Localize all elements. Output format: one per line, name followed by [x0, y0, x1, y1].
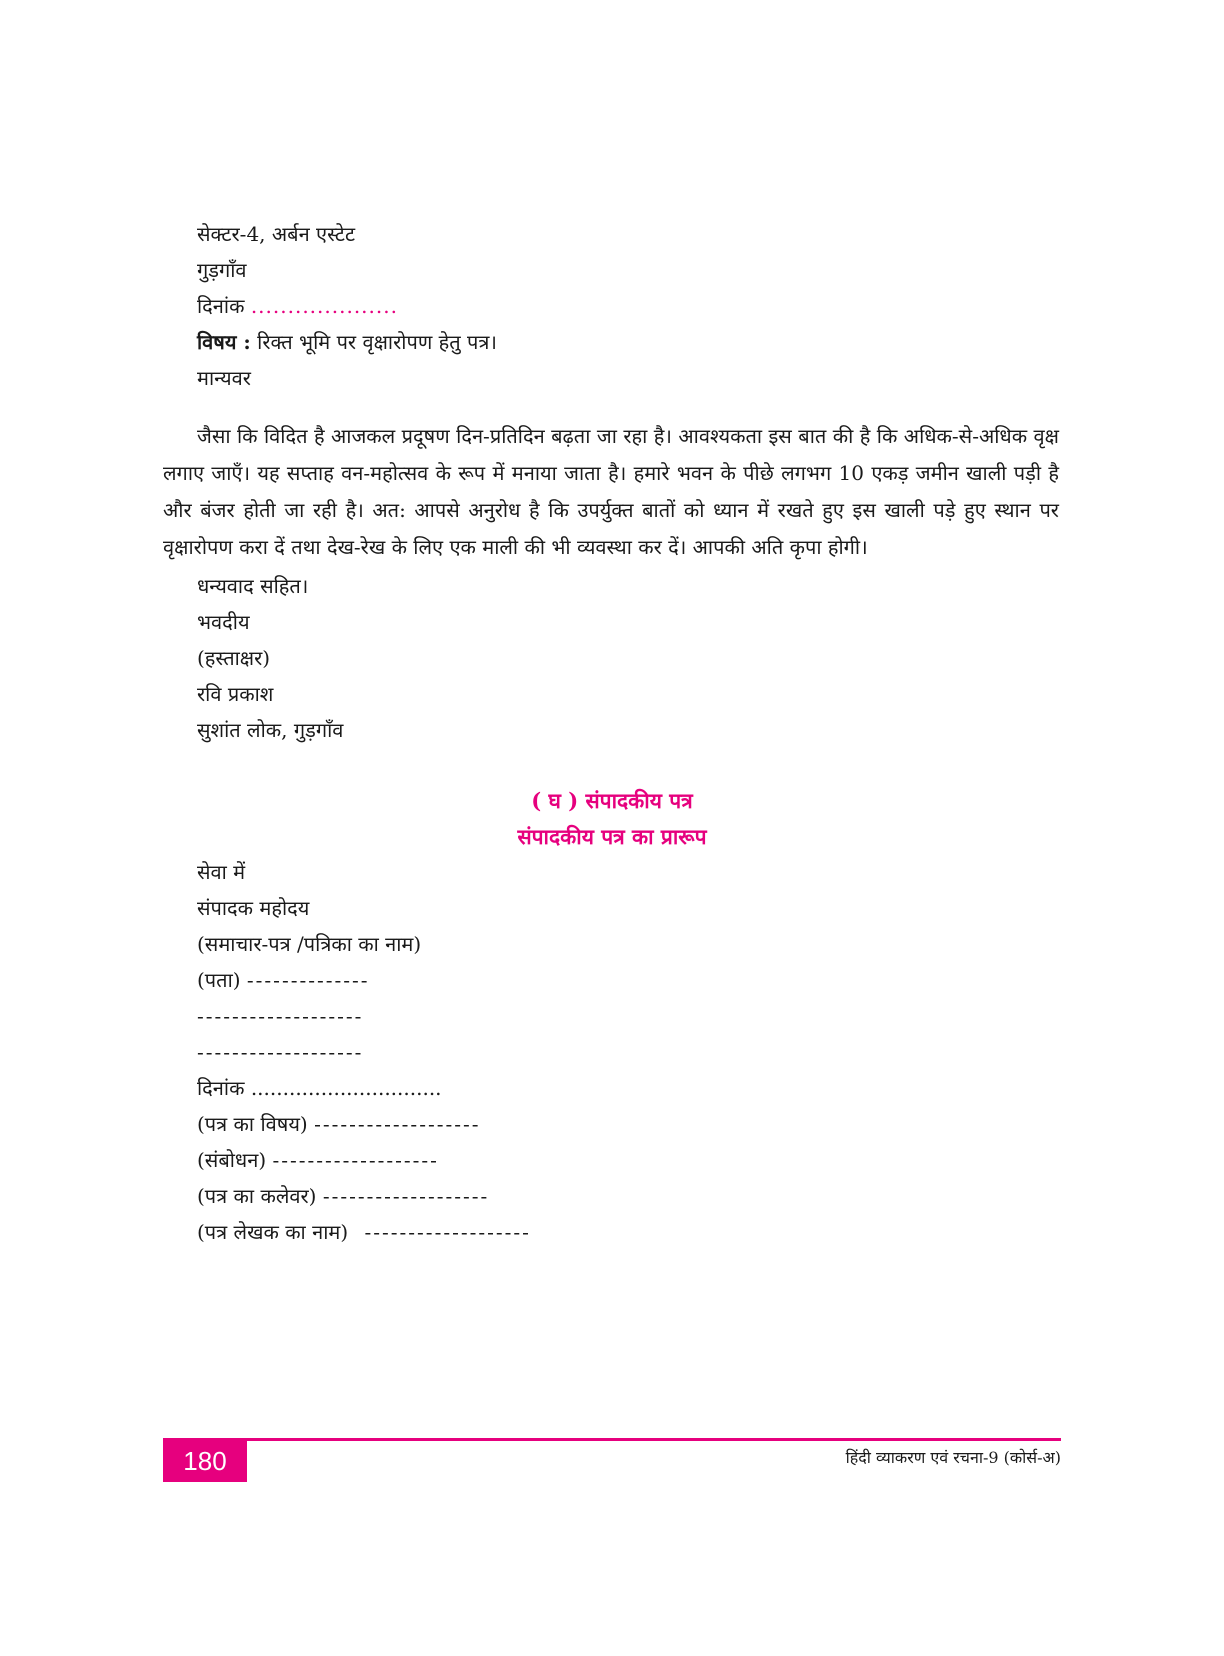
format-address-label: (पता): [197, 968, 241, 992]
letter-subject-label: विषय :: [197, 330, 251, 354]
letter-subject-text: रिक्त भूमि पर वृक्षारोपण हेतु पत्र।: [257, 330, 497, 354]
format-to: सेवा में: [197, 860, 246, 884]
format-body-dashes: -------------------: [322, 1184, 490, 1208]
format-salutation-dashes: -------------------: [272, 1148, 439, 1172]
format-subject: [197, 1110, 481, 1138]
letter-date: [197, 292, 398, 320]
format-writer-label: (पत्र लेखक का नाम): [197, 1220, 349, 1244]
letter-thanks: धन्यवाद सहित।: [197, 574, 309, 598]
letter-sender-address: सुशांत लोक, गुड़गाँव: [197, 718, 344, 742]
format-salutation-label: (संबोधन): [197, 1148, 267, 1172]
letter-address-line2: गुड़गाँव: [197, 258, 247, 282]
letter-signature: (हस्ताक्षर): [197, 646, 271, 670]
format-subject-label: (पत्र का विषय): [197, 1112, 308, 1136]
format-salutation: [197, 1146, 439, 1174]
format-subject-dashes: -------------------: [314, 1112, 481, 1136]
page-number: 180: [163, 1440, 247, 1482]
format-date-label: दिनांक: [197, 1076, 245, 1100]
format-address: [197, 966, 370, 994]
format-newspaper: (समाचार-पत्र /पत्रिका का नाम): [197, 932, 422, 956]
format-editor: संपादक महोदय: [197, 896, 310, 920]
format-date: [197, 1074, 442, 1102]
section-heading: ( घ ) संपादकीय पत्र: [531, 788, 693, 813]
letter-closing: भवदीय: [197, 610, 250, 634]
letter-address-line1: सेक्टर-4, अर्बन एस्टेट: [197, 222, 356, 246]
letter-salutation: मान्यवर: [197, 366, 251, 390]
letter-date-label: दिनांक: [197, 294, 245, 318]
format-writer: [197, 1218, 531, 1246]
format-blank-line2: -------------------: [197, 1040, 364, 1064]
footer-rule: [163, 1438, 1061, 1441]
letter-sender-name: रवि प्रकाश: [197, 682, 274, 706]
letter-subject: [197, 328, 497, 356]
format-address-dashes: --------------: [246, 968, 370, 992]
letter-date-dots: ....................: [250, 294, 398, 318]
section-subheading: संपादकीय पत्र का प्रारूप: [517, 824, 707, 849]
format-body-label: (पत्र का कलेवर): [197, 1184, 317, 1208]
book-title: हिंदी व्याकरण एवं रचना-9 (कोर्स-अ): [845, 1448, 1061, 1467]
format-body: [197, 1182, 489, 1210]
format-blank-line1: -------------------: [197, 1004, 364, 1028]
letter-body: जैसा कि विदित है आजकल प्रदूषण दिन-प्रतिदिन बढ़ता जा रहा है। आवश्यकता इस बात की है कि अधिक-से-अधिक वृक्ष लगाए जाएँ। यह सप्ताह वन-महोत्सव के रूप में मनाया जाता है। हमारे भवन के पीछे लगभग 10 एकड़ जमीन खाली पड़ी है और बंजर होती जा रही है। अत: आपसे अनुरोध है कि उपर्युक्त बातों को ध्यान में रखते हुए इस खाली पड़े हुए स्थान पर वृक्षारोपण करा दें तथा देख-रेख के लिए एक माली की भी व्यवस्था कर दें। आपकी अति कृपा होगी।: [163, 424, 1059, 559]
format-date-dots: ..............................: [250, 1076, 442, 1100]
format-writer-dashes: -------------------: [364, 1220, 531, 1244]
